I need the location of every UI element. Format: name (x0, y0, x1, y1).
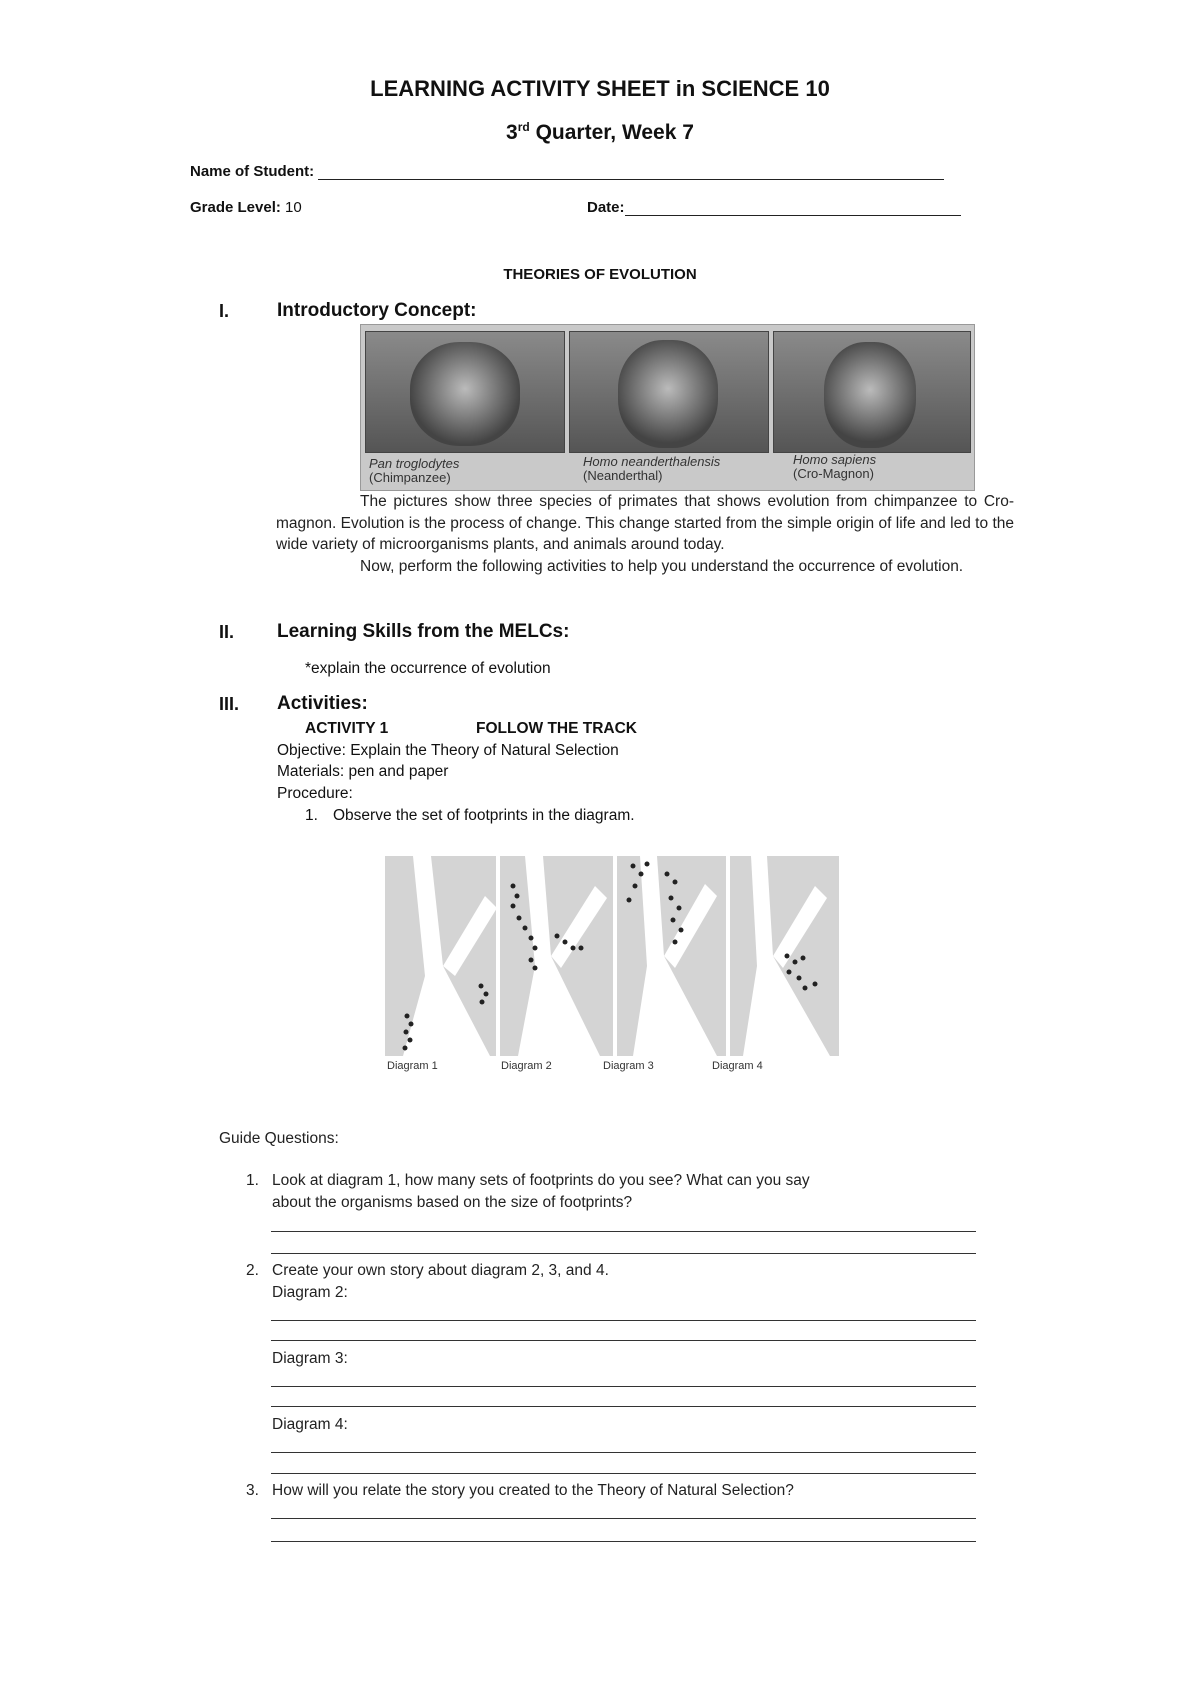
answer-line[interactable] (271, 1541, 976, 1542)
date-line[interactable] (625, 215, 961, 216)
question-1-number: 1. (246, 1172, 259, 1189)
answer-line[interactable] (271, 1452, 976, 1453)
student-name-label: Name of Student: (190, 163, 315, 180)
intro-paragraph-1: The pictures show three species of primates that shows evolution from chimpanzee to Cro-magnon. Evolution is the process of change. This change started from the simple origin of life and led to the wide variety of microorganisms plants, and animals around today. (276, 493, 1014, 553)
diagram-4-label: Diagram 4: (272, 1416, 348, 1433)
answer-line[interactable] (271, 1340, 976, 1341)
question-2: Create your own story about diagram 2, 3, and 4. (272, 1262, 609, 1279)
quarter-week-text: Quarter, Week 7 (529, 121, 694, 144)
diagram-label-2: Diagram 2 (501, 1060, 552, 1072)
activity-label: ACTIVITY 1 (305, 720, 389, 737)
quarter-suffix: rd (517, 120, 530, 134)
diagram-2-label: Diagram 2: (272, 1284, 348, 1301)
caption-chimpanzee: Pan troglodytes (Chimpanzee) (369, 456, 460, 485)
question-3-number: 3. (246, 1482, 259, 1499)
section-3-title: Activities: (277, 693, 368, 714)
neanderthal-picture (569, 331, 769, 453)
student-name-line[interactable] (318, 179, 944, 180)
caption-cro-magnon: Homo sapiens (Cro-Magnon) (793, 452, 877, 481)
section-2-title: Learning Skills from the MELCs: (277, 621, 570, 642)
student-name-field[interactable] (190, 163, 944, 180)
melc-skill: *explain the occurrence of evolution (305, 660, 551, 677)
activity-title: FOLLOW THE TRACK (476, 720, 638, 737)
section-1-title: Introductory Concept: (277, 300, 477, 321)
chimpanzee-picture (365, 331, 565, 453)
grade-level-label: Grade Level: (190, 199, 281, 216)
quarter-week (0, 120, 1200, 145)
date-field[interactable] (587, 199, 961, 216)
document-title: LEARNING ACTIVITY SHEET in SCIENCE 10 (370, 76, 830, 101)
date-label: Date: (587, 199, 625, 216)
answer-line[interactable] (271, 1406, 976, 1407)
activity-procedure: Procedure: (277, 785, 353, 802)
answer-line[interactable] (271, 1473, 976, 1474)
caption-neanderthal: Homo neanderthalensis (Neanderthal) (583, 454, 721, 483)
activity-objective: Objective: Explain the Theory of Natural Selection (277, 742, 619, 759)
question-2-number: 2. (246, 1262, 259, 1279)
procedure-step-1: Observe the set of footprints in the diagram. (333, 807, 635, 824)
primate-evolution-image (360, 324, 975, 491)
answer-line[interactable] (271, 1518, 976, 1519)
cro-magnon-picture (773, 331, 971, 453)
question-3: How will you relate the story you created to the Theory of Natural Selection? (272, 1482, 794, 1499)
activity-materials: Materials: pen and paper (277, 763, 449, 780)
guide-questions-heading: Guide Questions: (219, 1130, 339, 1147)
grade-level-field (190, 199, 302, 216)
section-3-number: III. (219, 694, 240, 714)
section-1-number: I. (219, 301, 230, 321)
grade-level-value: 10 (285, 199, 302, 216)
question-1-line-1: Look at diagram 1, how many sets of footprints do you see? What can you say (272, 1172, 810, 1189)
footprints-diagram (385, 856, 839, 1056)
diagram-label-1: Diagram 1 (387, 1060, 438, 1072)
question-1-line-2: about the organisms based on the size of footprints? (272, 1194, 633, 1211)
answer-line[interactable] (271, 1231, 976, 1232)
intro-paragraph-2: Now, perform the following activities to help you understand the occurrence of evolution. (360, 558, 964, 575)
answer-line[interactable] (271, 1320, 976, 1321)
diagram-label-4: Diagram 4 (712, 1060, 763, 1072)
procedure-step-1-number: 1. (305, 807, 318, 824)
diagram-3-label: Diagram 3: (272, 1350, 348, 1367)
quarter-number: 3 (506, 121, 518, 144)
answer-line[interactable] (271, 1386, 976, 1387)
topic-heading: THEORIES OF EVOLUTION (503, 266, 697, 283)
answer-line[interactable] (271, 1253, 976, 1254)
section-2-number: II. (219, 622, 235, 642)
diagram-label-3: Diagram 3 (603, 1060, 654, 1072)
